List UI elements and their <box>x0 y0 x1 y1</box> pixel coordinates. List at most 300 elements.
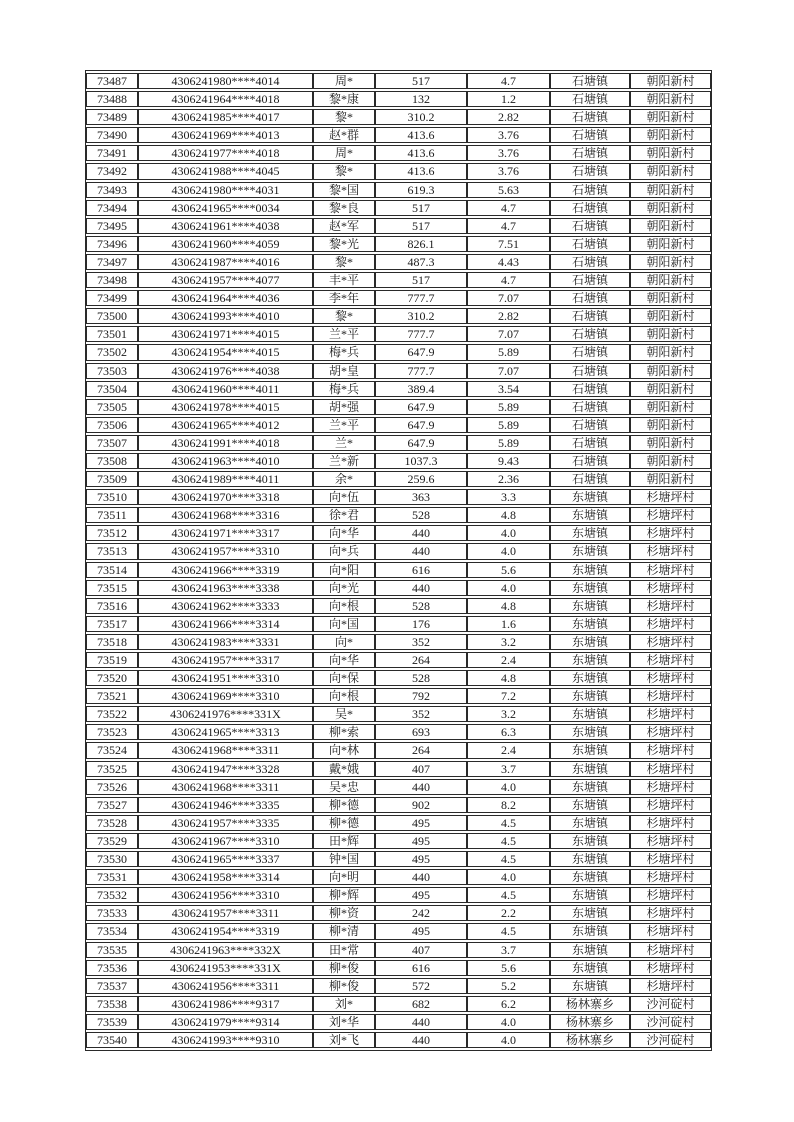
table-row <box>86 73 711 89</box>
cell-amount: 352 <box>375 634 467 650</box>
cell-serial: 73489 <box>86 109 138 125</box>
cell-id-number: 4306241960****4011 <box>138 381 313 397</box>
cell-quantity: 2.2 <box>467 905 550 921</box>
cell-village: 朝阳新村 <box>630 254 711 270</box>
cell-serial: 73530 <box>86 851 138 867</box>
table-row <box>86 145 711 161</box>
cell-serial: 73493 <box>86 182 138 198</box>
cell-person-name: 向*伍 <box>313 489 375 505</box>
cell-village: 杉塘坪村 <box>630 616 711 632</box>
cell-amount: 682 <box>375 996 467 1012</box>
cell-town: 东塘镇 <box>550 598 630 614</box>
cell-town: 东塘镇 <box>550 670 630 686</box>
cell-town: 石塘镇 <box>550 435 630 451</box>
cell-town: 东塘镇 <box>550 580 630 596</box>
table-row <box>86 923 711 939</box>
cell-quantity: 5.89 <box>467 399 550 415</box>
cell-town: 东塘镇 <box>550 978 630 994</box>
cell-id-number: 4306241957****3310 <box>138 543 313 559</box>
cell-quantity: 4.8 <box>467 670 550 686</box>
cell-town: 石塘镇 <box>550 363 630 379</box>
cell-quantity: 6.2 <box>467 996 550 1012</box>
cell-town: 石塘镇 <box>550 236 630 252</box>
cell-village: 杉塘坪村 <box>630 905 711 921</box>
cell-town: 东塘镇 <box>550 706 630 722</box>
cell-village: 杉塘坪村 <box>630 543 711 559</box>
cell-town: 东塘镇 <box>550 942 630 958</box>
cell-amount: 528 <box>375 507 467 523</box>
cell-town: 杨林寨乡 <box>550 1032 630 1048</box>
cell-town: 石塘镇 <box>550 453 630 469</box>
table-row <box>86 670 711 686</box>
cell-serial: 73532 <box>86 887 138 903</box>
cell-person-name: 向*兵 <box>313 543 375 559</box>
cell-quantity: 3.76 <box>467 163 550 179</box>
cell-serial: 73494 <box>86 200 138 216</box>
cell-village: 朝阳新村 <box>630 127 711 143</box>
cell-id-number: 4306241964****4018 <box>138 91 313 107</box>
cell-village: 杉塘坪村 <box>630 978 711 994</box>
table-row <box>86 761 711 777</box>
cell-id-number: 4306241971****3317 <box>138 525 313 541</box>
cell-id-number: 4306241956****3310 <box>138 887 313 903</box>
cell-serial: 73500 <box>86 308 138 324</box>
cell-amount: 777.7 <box>375 290 467 306</box>
cell-id-number: 4306241993****9310 <box>138 1032 313 1048</box>
cell-id-number: 4306241993****4010 <box>138 308 313 324</box>
cell-amount: 495 <box>375 887 467 903</box>
cell-village: 杉塘坪村 <box>630 869 711 885</box>
cell-amount: 352 <box>375 706 467 722</box>
cell-village: 杉塘坪村 <box>630 706 711 722</box>
cell-town: 石塘镇 <box>550 290 630 306</box>
table-row <box>86 254 711 270</box>
cell-id-number: 4306241985****4017 <box>138 109 313 125</box>
cell-amount: 647.9 <box>375 435 467 451</box>
table-row <box>86 525 711 541</box>
cell-id-number: 4306241987****4016 <box>138 254 313 270</box>
cell-person-name: 向*华 <box>313 652 375 668</box>
table-row <box>86 688 711 704</box>
table-row <box>86 326 711 342</box>
cell-quantity: 4.0 <box>467 543 550 559</box>
cell-serial: 73504 <box>86 381 138 397</box>
cell-id-number: 4306241976****331X <box>138 706 313 722</box>
cell-town: 东塘镇 <box>550 851 630 867</box>
cell-id-number: 4306241954****3319 <box>138 923 313 939</box>
table-row <box>86 1032 711 1048</box>
cell-amount: 572 <box>375 978 467 994</box>
cell-person-name: 黎* <box>313 109 375 125</box>
cell-person-name: 余* <box>313 471 375 487</box>
cell-quantity: 4.7 <box>467 200 550 216</box>
cell-amount: 616 <box>375 960 467 976</box>
cell-person-name: 周* <box>313 73 375 89</box>
cell-id-number: 4306241991****4018 <box>138 435 313 451</box>
cell-town: 石塘镇 <box>550 326 630 342</box>
cell-amount: 242 <box>375 905 467 921</box>
cell-amount: 259.6 <box>375 471 467 487</box>
cell-amount: 517 <box>375 272 467 288</box>
cell-id-number: 4306241963****3338 <box>138 580 313 596</box>
table-row <box>86 815 711 831</box>
cell-id-number: 4306241965****4012 <box>138 417 313 433</box>
cell-id-number: 4306241980****4014 <box>138 73 313 89</box>
cell-quantity: 3.3 <box>467 489 550 505</box>
cell-person-name: 刘*华 <box>313 1014 375 1030</box>
cell-town: 石塘镇 <box>550 308 630 324</box>
cell-id-number: 4306241960****4059 <box>138 236 313 252</box>
cell-quantity: 3.2 <box>467 706 550 722</box>
cell-id-number: 4306241977****4018 <box>138 145 313 161</box>
cell-village: 朝阳新村 <box>630 399 711 415</box>
cell-village: 朝阳新村 <box>630 272 711 288</box>
cell-quantity: 4.5 <box>467 815 550 831</box>
cell-amount: 647.9 <box>375 399 467 415</box>
table-row <box>86 598 711 614</box>
table-row <box>86 272 711 288</box>
cell-person-name: 向*根 <box>313 598 375 614</box>
cell-quantity: 3.7 <box>467 942 550 958</box>
cell-id-number: 4306241965****0034 <box>138 200 313 216</box>
cell-amount: 1037.3 <box>375 453 467 469</box>
cell-town: 石塘镇 <box>550 127 630 143</box>
table-row <box>86 182 711 198</box>
table-row <box>86 417 711 433</box>
cell-quantity: 9.43 <box>467 453 550 469</box>
table-row <box>86 127 711 143</box>
table-row <box>86 91 711 107</box>
cell-id-number: 4306241962****3333 <box>138 598 313 614</box>
cell-quantity: 2.82 <box>467 308 550 324</box>
cell-serial: 73492 <box>86 163 138 179</box>
cell-id-number: 4306241986****9317 <box>138 996 313 1012</box>
cell-village: 朝阳新村 <box>630 200 711 216</box>
cell-town: 石塘镇 <box>550 471 630 487</box>
cell-quantity: 4.0 <box>467 1032 550 1048</box>
cell-amount: 264 <box>375 652 467 668</box>
cell-amount: 440 <box>375 779 467 795</box>
cell-quantity: 5.89 <box>467 435 550 451</box>
cell-id-number: 4306241947****3328 <box>138 761 313 777</box>
cell-amount: 310.2 <box>375 109 467 125</box>
table-row <box>86 399 711 415</box>
cell-id-number: 4306241968****3311 <box>138 742 313 758</box>
cell-village: 朝阳新村 <box>630 326 711 342</box>
cell-town: 东塘镇 <box>550 833 630 849</box>
cell-amount: 693 <box>375 724 467 740</box>
cell-person-name: 向* <box>313 634 375 650</box>
cell-quantity: 5.6 <box>467 960 550 976</box>
cell-id-number: 4306241963****332X <box>138 942 313 958</box>
cell-serial: 73527 <box>86 797 138 813</box>
cell-village: 杉塘坪村 <box>630 815 711 831</box>
cell-amount: 495 <box>375 923 467 939</box>
cell-quantity: 4.5 <box>467 833 550 849</box>
cell-person-name: 黎*国 <box>313 182 375 198</box>
cell-town: 东塘镇 <box>550 761 630 777</box>
cell-person-name: 向*林 <box>313 742 375 758</box>
cell-id-number: 4306241968****3311 <box>138 779 313 795</box>
cell-village: 杉塘坪村 <box>630 742 711 758</box>
cell-quantity: 4.0 <box>467 1014 550 1030</box>
cell-serial: 73508 <box>86 453 138 469</box>
cell-town: 石塘镇 <box>550 344 630 360</box>
cell-person-name: 刘* <box>313 996 375 1012</box>
cell-amount: 440 <box>375 1014 467 1030</box>
cell-serial: 73514 <box>86 562 138 578</box>
cell-village: 杉塘坪村 <box>630 525 711 541</box>
cell-person-name: 向*明 <box>313 869 375 885</box>
cell-quantity: 4.0 <box>467 525 550 541</box>
cell-town: 东塘镇 <box>550 923 630 939</box>
cell-id-number: 4306241968****3316 <box>138 507 313 523</box>
cell-id-number: 4306241964****4036 <box>138 290 313 306</box>
table-row <box>86 290 711 306</box>
cell-serial: 73501 <box>86 326 138 342</box>
table-row <box>86 435 711 451</box>
cell-person-name: 兰*新 <box>313 453 375 469</box>
cell-village: 杉塘坪村 <box>630 960 711 976</box>
cell-town: 石塘镇 <box>550 381 630 397</box>
cell-village: 杉塘坪村 <box>630 507 711 523</box>
cell-amount: 440 <box>375 543 467 559</box>
cell-village: 杉塘坪村 <box>630 598 711 614</box>
cell-quantity: 1.2 <box>467 91 550 107</box>
cell-person-name: 胡*皇 <box>313 363 375 379</box>
cell-serial: 73528 <box>86 815 138 831</box>
cell-person-name: 柳*俊 <box>313 978 375 994</box>
cell-person-name: 戴*娥 <box>313 761 375 777</box>
cell-village: 朝阳新村 <box>630 218 711 234</box>
table-row <box>86 616 711 632</box>
table-row <box>86 562 711 578</box>
cell-village: 沙河碇村 <box>630 996 711 1012</box>
table-row <box>86 308 711 324</box>
cell-quantity: 4.8 <box>467 507 550 523</box>
cell-id-number: 4306241946****3335 <box>138 797 313 813</box>
cell-serial: 73524 <box>86 742 138 758</box>
cell-person-name: 向*光 <box>313 580 375 596</box>
cell-serial: 73498 <box>86 272 138 288</box>
cell-person-name: 向*国 <box>313 616 375 632</box>
cell-quantity: 2.4 <box>467 652 550 668</box>
table-row <box>86 960 711 976</box>
cell-person-name: 刘*飞 <box>313 1032 375 1048</box>
cell-amount: 407 <box>375 761 467 777</box>
table-row <box>86 471 711 487</box>
cell-quantity: 7.07 <box>467 290 550 306</box>
table-row <box>86 706 711 722</box>
cell-serial: 73506 <box>86 417 138 433</box>
cell-id-number: 4306241956****3311 <box>138 978 313 994</box>
cell-town: 石塘镇 <box>550 417 630 433</box>
cell-serial: 73507 <box>86 435 138 451</box>
cell-person-name: 胡*强 <box>313 399 375 415</box>
cell-town: 石塘镇 <box>550 254 630 270</box>
table-row <box>86 381 711 397</box>
cell-id-number: 4306241965****3337 <box>138 851 313 867</box>
cell-town: 东塘镇 <box>550 960 630 976</box>
cell-serial: 73540 <box>86 1032 138 1048</box>
cell-person-name: 柳*俊 <box>313 960 375 976</box>
cell-town: 东塘镇 <box>550 543 630 559</box>
cell-serial: 73538 <box>86 996 138 1012</box>
cell-quantity: 6.3 <box>467 724 550 740</box>
cell-person-name: 黎*康 <box>313 91 375 107</box>
cell-id-number: 4306241958****3314 <box>138 869 313 885</box>
cell-quantity: 4.7 <box>467 218 550 234</box>
cell-id-number: 4306241965****3313 <box>138 724 313 740</box>
cell-serial: 73505 <box>86 399 138 415</box>
cell-amount: 407 <box>375 942 467 958</box>
cell-quantity: 4.0 <box>467 580 550 596</box>
cell-amount: 495 <box>375 851 467 867</box>
table-row <box>86 996 711 1012</box>
cell-id-number: 4306241951****3310 <box>138 670 313 686</box>
table-row <box>86 869 711 885</box>
table-row <box>86 942 711 958</box>
cell-quantity: 3.54 <box>467 381 550 397</box>
cell-town: 东塘镇 <box>550 905 630 921</box>
cell-town: 石塘镇 <box>550 182 630 198</box>
cell-id-number: 4306241980****4031 <box>138 182 313 198</box>
cell-village: 朝阳新村 <box>630 363 711 379</box>
cell-person-name: 赵*群 <box>313 127 375 143</box>
cell-person-name: 李*年 <box>313 290 375 306</box>
cell-amount: 132 <box>375 91 467 107</box>
cell-serial: 73491 <box>86 145 138 161</box>
cell-village: 杉塘坪村 <box>630 761 711 777</box>
cell-id-number: 4306241966****3319 <box>138 562 313 578</box>
cell-amount: 440 <box>375 1032 467 1048</box>
cell-village: 杉塘坪村 <box>630 724 711 740</box>
cell-village: 朝阳新村 <box>630 236 711 252</box>
cell-quantity: 2.82 <box>467 109 550 125</box>
cell-amount: 528 <box>375 670 467 686</box>
table-row <box>86 344 711 360</box>
cell-town: 东塘镇 <box>550 724 630 740</box>
cell-serial: 73516 <box>86 598 138 614</box>
cell-village: 朝阳新村 <box>630 308 711 324</box>
cell-village: 朝阳新村 <box>630 471 711 487</box>
cell-amount: 487.3 <box>375 254 467 270</box>
cell-person-name: 柳*清 <box>313 923 375 939</box>
cell-village: 杉塘坪村 <box>630 923 711 939</box>
cell-town: 杨林寨乡 <box>550 996 630 1012</box>
cell-quantity: 3.76 <box>467 145 550 161</box>
cell-town: 东塘镇 <box>550 797 630 813</box>
cell-serial: 73499 <box>86 290 138 306</box>
cell-quantity: 4.8 <box>467 598 550 614</box>
cell-person-name: 向*保 <box>313 670 375 686</box>
cell-serial: 73497 <box>86 254 138 270</box>
cell-town: 东塘镇 <box>550 616 630 632</box>
table-body <box>86 73 711 1048</box>
cell-town: 石塘镇 <box>550 163 630 179</box>
cell-quantity: 5.89 <box>467 417 550 433</box>
cell-village: 杉塘坪村 <box>630 942 711 958</box>
cell-quantity: 3.76 <box>467 127 550 143</box>
cell-village: 杉塘坪村 <box>630 851 711 867</box>
table-row <box>86 851 711 867</box>
cell-person-name: 兰*平 <box>313 326 375 342</box>
cell-town: 东塘镇 <box>550 688 630 704</box>
cell-person-name: 黎* <box>313 308 375 324</box>
cell-serial: 73529 <box>86 833 138 849</box>
cell-amount: 517 <box>375 200 467 216</box>
cell-village: 杉塘坪村 <box>630 688 711 704</box>
cell-person-name: 田*常 <box>313 942 375 958</box>
cell-village: 朝阳新村 <box>630 290 711 306</box>
cell-person-name: 柳*辉 <box>313 887 375 903</box>
table-row <box>86 507 711 523</box>
cell-serial: 73531 <box>86 869 138 885</box>
cell-amount: 528 <box>375 598 467 614</box>
cell-person-name: 向*根 <box>313 688 375 704</box>
cell-id-number: 4306241969****4013 <box>138 127 313 143</box>
table-row <box>86 236 711 252</box>
cell-id-number: 4306241961****4038 <box>138 218 313 234</box>
cell-serial: 73495 <box>86 218 138 234</box>
cell-town: 东塘镇 <box>550 742 630 758</box>
table-row <box>86 833 711 849</box>
subsidy-table <box>85 70 712 1051</box>
cell-person-name: 黎*光 <box>313 236 375 252</box>
cell-town: 东塘镇 <box>550 489 630 505</box>
cell-id-number: 4306241957****3335 <box>138 815 313 831</box>
cell-town: 石塘镇 <box>550 91 630 107</box>
cell-person-name: 向*华 <box>313 525 375 541</box>
cell-amount: 440 <box>375 525 467 541</box>
cell-person-name: 吴*忠 <box>313 779 375 795</box>
cell-amount: 310.2 <box>375 308 467 324</box>
table-row <box>86 489 711 505</box>
cell-person-name: 梅*兵 <box>313 344 375 360</box>
cell-serial: 73503 <box>86 363 138 379</box>
cell-village: 杉塘坪村 <box>630 797 711 813</box>
table-row <box>86 652 711 668</box>
cell-village: 沙河碇村 <box>630 1032 711 1048</box>
cell-quantity: 4.5 <box>467 887 550 903</box>
cell-serial: 73533 <box>86 905 138 921</box>
table-row <box>86 218 711 234</box>
cell-town: 石塘镇 <box>550 200 630 216</box>
cell-id-number: 4306241979****9314 <box>138 1014 313 1030</box>
cell-village: 朝阳新村 <box>630 453 711 469</box>
cell-id-number: 4306241967****3310 <box>138 833 313 849</box>
cell-quantity: 4.7 <box>467 272 550 288</box>
cell-person-name: 黎* <box>313 163 375 179</box>
cell-serial: 73526 <box>86 779 138 795</box>
cell-amount: 517 <box>375 218 467 234</box>
cell-amount: 902 <box>375 797 467 813</box>
cell-person-name: 吴* <box>313 706 375 722</box>
cell-quantity: 1.6 <box>467 616 550 632</box>
table-row <box>86 797 711 813</box>
cell-quantity: 5.6 <box>467 562 550 578</box>
cell-quantity: 4.0 <box>467 869 550 885</box>
cell-serial: 73502 <box>86 344 138 360</box>
cell-town: 东塘镇 <box>550 562 630 578</box>
cell-quantity: 2.4 <box>467 742 550 758</box>
cell-town: 东塘镇 <box>550 815 630 831</box>
cell-amount: 176 <box>375 616 467 632</box>
cell-quantity: 4.0 <box>467 779 550 795</box>
cell-id-number: 4306241963****4010 <box>138 453 313 469</box>
cell-town: 石塘镇 <box>550 272 630 288</box>
table-row <box>86 887 711 903</box>
